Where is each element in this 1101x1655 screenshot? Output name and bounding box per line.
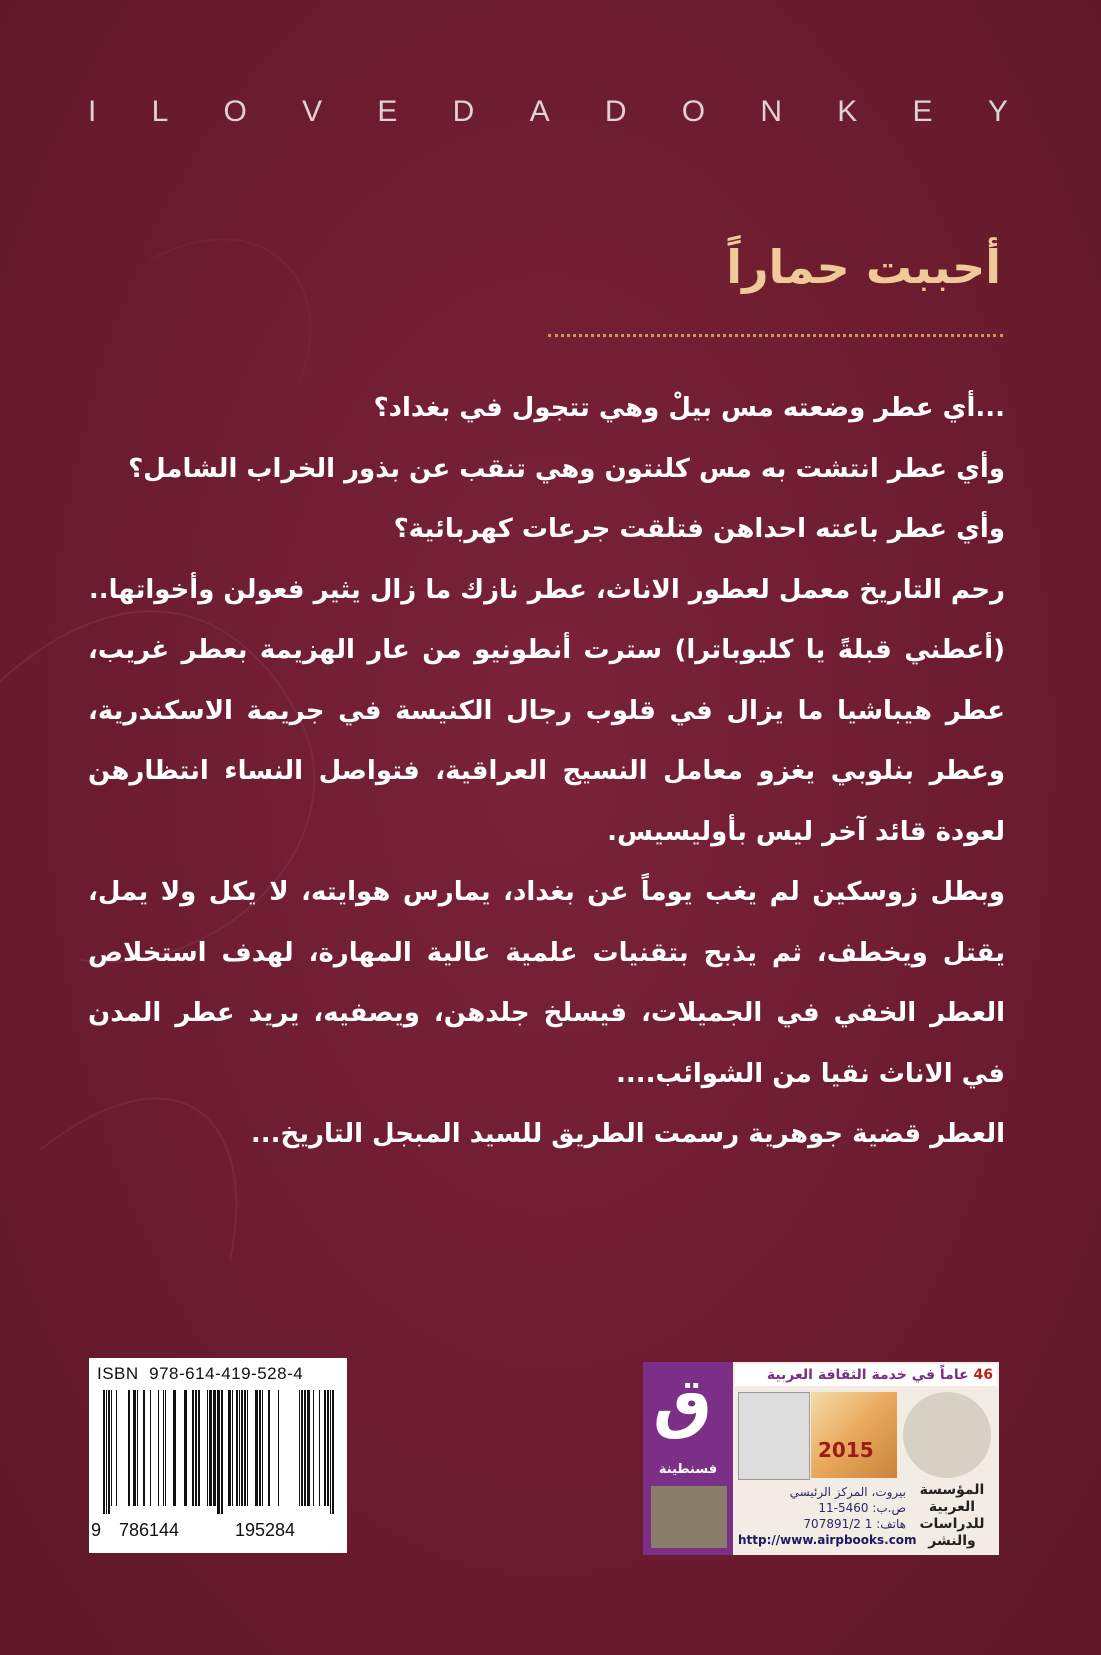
title-letter: I: [88, 95, 97, 128]
barcode-bar: [195, 1390, 197, 1506]
blurb-paragraph: وأي عطر انتشت به مس كلنتون وهي تنقب عن بذور الخراب الشامل؟: [128, 453, 1005, 484]
barcode-bar: [128, 1390, 130, 1506]
barcode-bar: [137, 1390, 138, 1506]
isbn-text: ISBN 978-614-419-528-4: [97, 1364, 304, 1383]
title-letter: E: [377, 95, 398, 128]
arabic-title: أحببت حماراً: [726, 240, 1001, 294]
barcode-bars: [103, 1390, 337, 1514]
barcode-bar: [301, 1390, 303, 1506]
publisher-address: بيروت، المركز الرئيسي ص.ب: 5460-11 هاتف: 1 707891/2 http://www.airpbooks.com: [738, 1485, 917, 1547]
barcode-bar: [221, 1390, 223, 1514]
barcode-digit-first: 9: [91, 1520, 102, 1540]
barcode-bar: [184, 1390, 187, 1506]
barcode-bar: [111, 1390, 112, 1506]
barcode-bar: [217, 1390, 220, 1514]
back-cover-blurb: [88, 378, 1005, 1165]
barcode-bar: [158, 1390, 159, 1506]
anniversary-year: 2015: [818, 1438, 874, 1462]
barcode-bar: [173, 1390, 176, 1506]
barcode-bar: [313, 1390, 314, 1506]
partner-name: فسنطينة: [658, 1462, 718, 1477]
barcode-bar: [209, 1390, 212, 1506]
isbn-barcode: [89, 1358, 347, 1553]
barcode-bar: [150, 1390, 151, 1506]
barcode-bar: [239, 1390, 240, 1506]
barcode-bar: [268, 1390, 270, 1506]
monument-image: [651, 1486, 727, 1548]
qaf-logo-icon: ق: [653, 1364, 713, 1441]
title-letter: N: [760, 95, 783, 128]
barcode-bar: [236, 1390, 238, 1506]
title-letter: L: [151, 95, 169, 128]
barcode-bar: [307, 1390, 310, 1506]
barcode-bar: [247, 1390, 248, 1506]
title-letter: O: [681, 95, 706, 128]
barcode-bar: [106, 1390, 107, 1514]
dotted-rule: [548, 334, 1003, 337]
title-letter: A: [529, 95, 550, 128]
barcode-bar: [319, 1390, 320, 1506]
barcode-bar: [244, 1390, 246, 1506]
barcode-bar: [165, 1390, 166, 1506]
author-portrait-image: [738, 1392, 810, 1480]
barcode-digits-left: 786144: [119, 1520, 180, 1540]
barcode-bar: [108, 1390, 110, 1514]
title-letter: D: [452, 95, 475, 128]
barcode-bar: [143, 1390, 145, 1506]
barcode-bar: [278, 1390, 279, 1506]
publisher-name: المؤسسة العربية للدراسات والنشر: [919, 1482, 985, 1549]
blurb-paragraph: (أعطني قبلةً يا كليوباترا) سترت أنطونيو من عار الهزيمة بعطر غريب، عطر هيباشيا ما يزال في قلوب رجال الكنيسة في جريمة الاسكندرية، وعطر بنلوبي يغزو معامل النسيج العراقية، فتواصل النساء انتظارهن لعودة قائد آخر ليس بأوليسيس.: [88, 635, 1005, 847]
title-letter: K: [837, 95, 858, 128]
barcode-bar: [304, 1390, 306, 1506]
partner-logo: [643, 1362, 733, 1555]
anniversary-banner: 46 عاماً في خدمة الثقافة العربية: [735, 1364, 997, 1386]
title-letter: Y: [987, 95, 1008, 128]
barcode-bar: [327, 1390, 329, 1506]
barcode-bar: [259, 1390, 261, 1506]
blurb-paragraph: وأي عطر باعته احداهن فتلقت جرعات كهربائية؟: [393, 514, 1005, 544]
blurb-paragraph: العطر قضية جوهرية رسمت الطريق للسيد المبجل التاريخ...: [250, 1119, 1005, 1149]
anniversary-collage-image: [811, 1392, 897, 1478]
publisher-logo-icon: [903, 1392, 991, 1478]
barcode-bar: [207, 1390, 208, 1506]
title-letter: E: [912, 95, 933, 128]
barcode-digits-right: 195284: [235, 1520, 296, 1540]
title-letter: V: [302, 95, 323, 128]
barcode-bar: [116, 1390, 117, 1506]
barcode-bar: [324, 1390, 326, 1506]
barcode-bar: [192, 1390, 194, 1506]
english-title: [88, 92, 1008, 132]
publisher-block: [643, 1362, 999, 1555]
title-letter: O: [223, 95, 247, 128]
publisher-url: http://www.airpbooks.com: [738, 1533, 917, 1547]
barcode-bar: [255, 1390, 258, 1506]
blurb-paragraph: وبطل زوسكين لم يغب يوماً عن بغداد، يمارس هوايته، لا يكل ولا يمل، يقتل ويخطف، ثم يذبح بتقنيات علمية عالية المهارة، لهدف استخلاص العطر الخفي في الجميلات، فيسلخ جلدهن، ويصفيه، يريد عطر المدن في الاناث نقيا من الشوائب....: [88, 877, 1005, 1089]
barcode-bar: [330, 1390, 331, 1514]
barcode-bar: [198, 1390, 200, 1506]
barcode-bar: [241, 1390, 243, 1506]
barcode-bar: [262, 1390, 263, 1506]
barcode-bar: [163, 1390, 164, 1506]
barcode-bar: [103, 1390, 105, 1514]
barcode-bar: [232, 1390, 233, 1506]
barcode-bar: [228, 1390, 231, 1506]
barcode-bar: [332, 1390, 334, 1514]
title-letter: D: [604, 95, 627, 128]
barcode-bar: [299, 1390, 300, 1506]
blurb-paragraph: رحم التاريخ معمل لعطور الاناث، عطر نازك ما زال يثير فعولن وأخواتها..: [88, 574, 1005, 605]
barcode-bar: [133, 1390, 136, 1506]
barcode-bar: [213, 1390, 216, 1506]
blurb-paragraph: ...أي عطر وضعته مس بيلْ وهي تتجول في بغداد؟: [373, 393, 1005, 423]
